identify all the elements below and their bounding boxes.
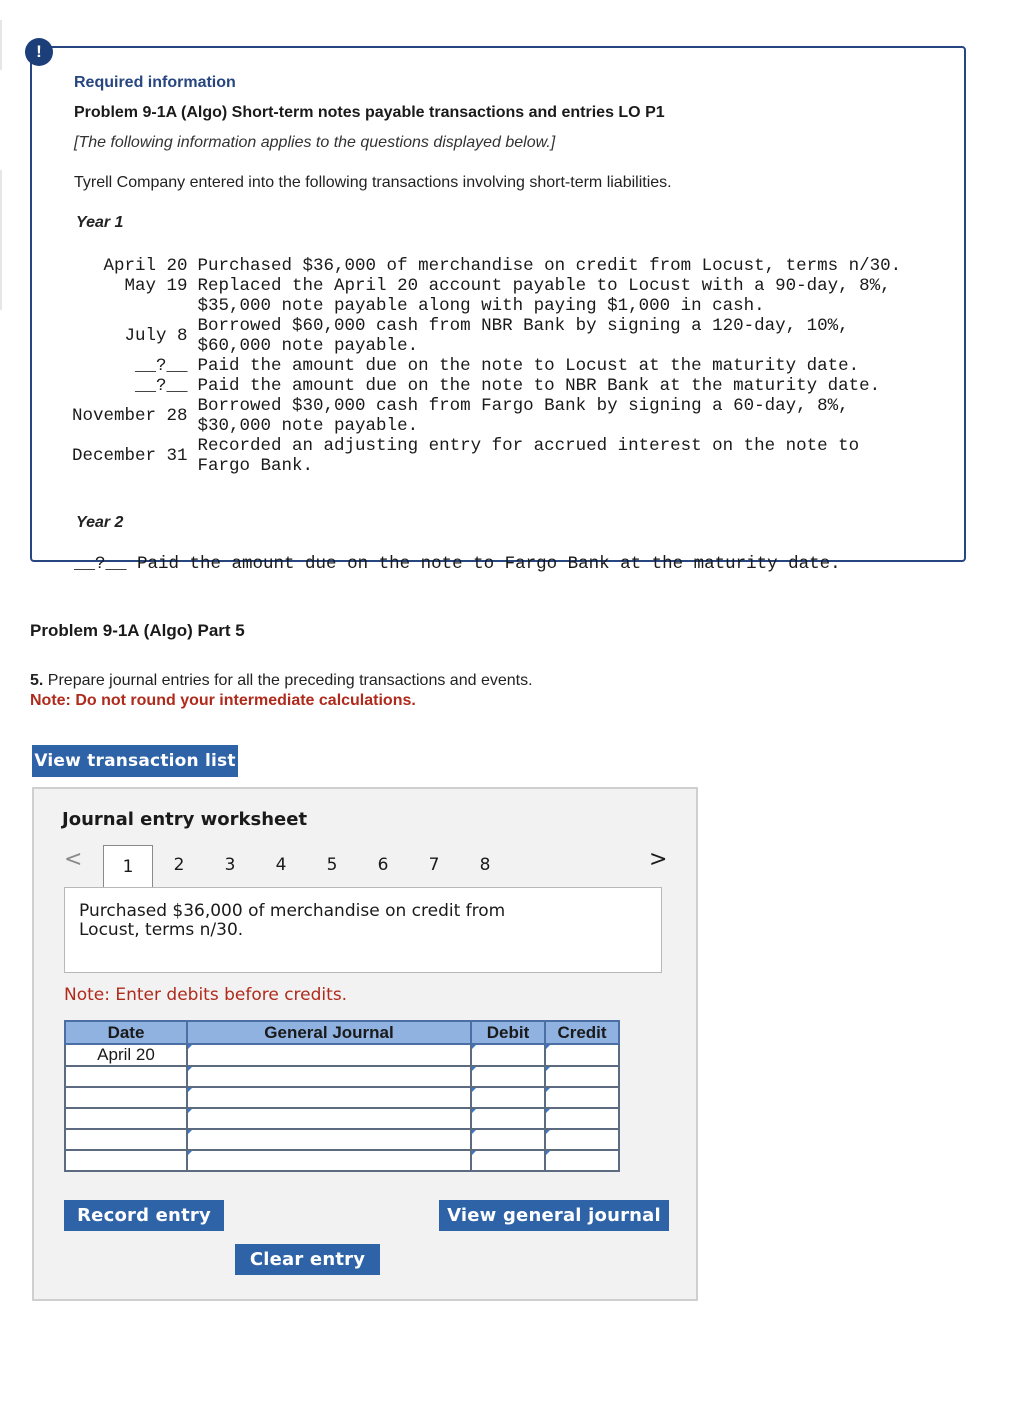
part-title: Problem 9-1A (Algo) Part 5 — [30, 621, 245, 640]
transaction-row — [72, 396, 918, 436]
transaction-date: __?__ — [135, 376, 188, 396]
transaction-desc: Borrowed $60,000 cash from NBR Bank by signing a 120-day, 10%, $60,000 note payable. — [197, 316, 849, 356]
page-tab-8[interactable]: 8 — [479, 855, 491, 875]
page-tab-2[interactable]: 2 — [173, 855, 185, 875]
description-line: Locust, terms n/30. — [79, 920, 244, 940]
instruction-number: 5. — [30, 672, 44, 689]
transaction-desc: Paid the amount due on the note to Fargo Bank at the maturity date. — [137, 554, 841, 574]
year2-label: Year 2 — [76, 514, 124, 531]
worksheet-title: Journal entry worksheet — [62, 809, 308, 830]
alert-icon: ! — [25, 38, 53, 66]
required-information-panel — [30, 46, 966, 574]
date-cell[interactable] — [65, 1129, 187, 1150]
year1-label: Year 1 — [76, 214, 124, 231]
view-transaction-list-button[interactable]: View transaction list — [32, 745, 238, 777]
applies-note: [The following information applies to the questions displayed below.] — [74, 134, 556, 151]
debit-input[interactable] — [471, 1044, 545, 1066]
table-row — [65, 1044, 619, 1066]
account-input[interactable] — [187, 1044, 471, 1066]
view-general-journal-button[interactable]: View general journal — [439, 1200, 669, 1231]
transaction-date: May 19 — [124, 276, 188, 296]
column-header-general-journal: General Journal — [187, 1021, 471, 1044]
transaction-desc: Purchased $36,000 of merchandise on credit from Locust, terms n/30. — [197, 256, 902, 276]
rounding-note: Note: Do not round your intermediate calculations. — [30, 692, 416, 709]
transaction-row — [72, 436, 918, 476]
journal-entry-worksheet — [32, 787, 698, 1301]
transaction-date: July 8 — [124, 326, 188, 346]
date-cell[interactable]: April 20 — [65, 1044, 187, 1066]
table-row — [65, 1129, 619, 1150]
date-cell[interactable] — [65, 1087, 187, 1108]
column-header-date: Date — [65, 1021, 187, 1044]
transaction-desc: Replaced the April 20 account payable to Locust with a 90-day, 8%, $35,000 note payable along with paying $1,000 in cash. — [197, 276, 891, 316]
transaction-description-box — [64, 887, 662, 973]
column-header-debit: Debit — [471, 1021, 545, 1044]
account-input[interactable] — [187, 1087, 471, 1108]
transaction-row — [72, 376, 918, 396]
page-tab-5[interactable]: 5 — [326, 855, 338, 875]
debit-input[interactable] — [471, 1066, 545, 1087]
debit-input[interactable] — [471, 1087, 545, 1108]
date-cell[interactable] — [65, 1150, 187, 1171]
problem-title: Problem 9-1A (Algo) Short-term notes payable transactions and entries LO P1 — [74, 104, 665, 121]
account-input[interactable] — [187, 1066, 471, 1087]
page-tab-1[interactable]: 1 — [103, 845, 153, 887]
year1-transactions-table — [72, 256, 918, 476]
table-row — [65, 1066, 619, 1087]
date-cell[interactable] — [65, 1066, 187, 1087]
transaction-date: December 31 — [72, 446, 188, 466]
debit-input[interactable] — [471, 1108, 545, 1129]
transaction-desc: Paid the amount due on the note to NBR Bank at the maturity date. — [197, 376, 881, 396]
transaction-row — [72, 316, 918, 356]
credit-input[interactable] — [545, 1150, 619, 1171]
table-row — [65, 1087, 619, 1108]
transaction-row — [72, 356, 918, 376]
description-line: Purchased $36,000 of merchandise on credit from — [79, 901, 506, 921]
debit-input[interactable] — [471, 1129, 545, 1150]
credit-input[interactable] — [545, 1087, 619, 1108]
transaction-date: November 28 — [72, 406, 188, 426]
transaction-desc: Paid the amount due on the note to Locust at the maturity date. — [197, 356, 860, 376]
credit-input[interactable] — [545, 1044, 619, 1066]
table-row — [65, 1150, 619, 1171]
table-row — [65, 1108, 619, 1129]
clear-entry-button[interactable]: Clear entry — [235, 1244, 380, 1275]
credit-input[interactable] — [545, 1066, 619, 1087]
year2-transaction-row — [74, 554, 841, 574]
transaction-row — [72, 276, 918, 316]
transaction-row — [72, 256, 918, 276]
transaction-desc: Recorded an adjusting entry for accrued interest on the note to Fargo Bank. — [197, 436, 860, 476]
debit-input[interactable] — [471, 1150, 545, 1171]
instruction-text — [30, 672, 533, 690]
required-info-title: Required information — [74, 74, 236, 91]
transaction-date: __?__ — [74, 554, 127, 574]
instruction-body: Prepare journal entries for all the preceding transactions and events. — [47, 672, 533, 689]
chevron-right-icon[interactable]: > — [649, 847, 668, 872]
transaction-date: April 20 — [103, 256, 188, 276]
date-cell[interactable] — [65, 1108, 187, 1129]
intro-text: Tyrell Company entered into the following transactions involving short-term liabilities. — [74, 174, 672, 191]
transaction-desc: Borrowed $30,000 cash from Fargo Bank by signing a 60-day, 8%, $30,000 note payable. — [197, 396, 849, 436]
credit-input[interactable] — [545, 1108, 619, 1129]
debits-credits-note: Note: Enter debits before credits. — [64, 985, 348, 1005]
page-tab-4[interactable]: 4 — [275, 855, 287, 875]
page-tab-6[interactable]: 6 — [377, 855, 389, 875]
credit-input[interactable] — [545, 1129, 619, 1150]
column-header-credit: Credit — [545, 1021, 619, 1044]
chevron-left-icon[interactable]: < — [64, 847, 83, 872]
page-tab-7[interactable]: 7 — [428, 855, 440, 875]
account-input[interactable] — [187, 1150, 471, 1171]
account-input[interactable] — [187, 1129, 471, 1150]
account-input[interactable] — [187, 1108, 471, 1129]
grid-header-row — [65, 1021, 619, 1044]
journal-entry-grid — [64, 1020, 620, 1172]
transaction-date: __?__ — [135, 356, 188, 376]
record-entry-button[interactable]: Record entry — [64, 1200, 224, 1231]
page-tab-3[interactable]: 3 — [224, 855, 236, 875]
